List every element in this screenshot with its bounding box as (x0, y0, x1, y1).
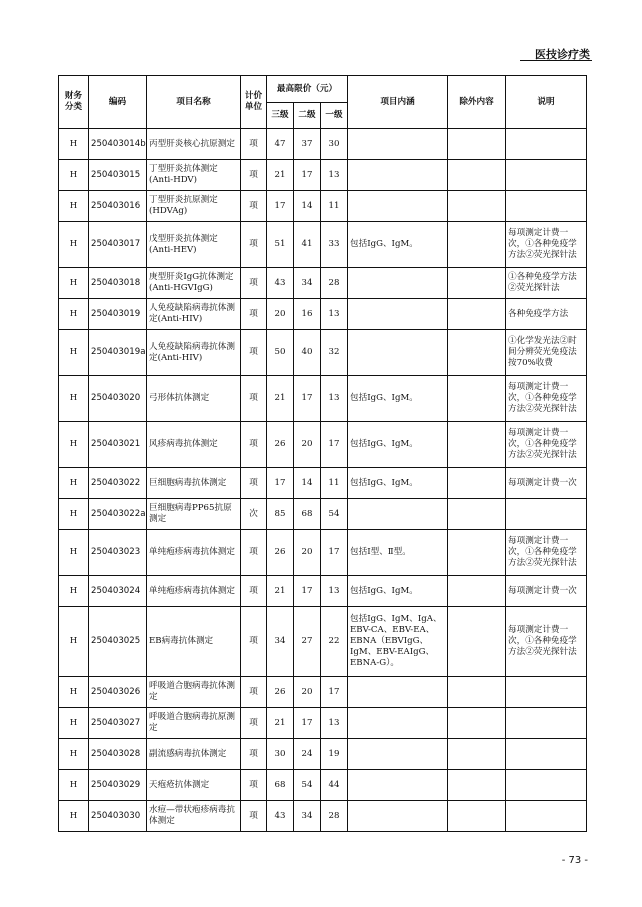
cell-finance: H (59, 739, 89, 770)
cell-price-level3: 20 (267, 299, 294, 330)
cell-content: 包括IgG、IgM、IgA、EBV-CA、EBV-EA、EBNA（EBVIgG、IgM、EBV-EAIgG、EBNA-G）。 (348, 607, 448, 677)
header-note: 说明 (506, 76, 587, 129)
cell-name: 巨细胞病毒抗体测定 (147, 468, 241, 499)
cell-content (348, 801, 448, 832)
cell-price-level3: 21 (267, 376, 294, 422)
cell-price-level3: 85 (267, 499, 294, 530)
cell-unit: 项 (241, 770, 267, 801)
table-row (59, 708, 587, 739)
cell-code: 250403021 (89, 422, 147, 468)
cell-name: 丙型肝炎核心抗原测定 (147, 129, 241, 160)
cell-note (506, 677, 587, 708)
cell-price-level2: 40 (294, 330, 321, 376)
cell-name: 单纯疱疹病毒抗体测定 (147, 576, 241, 607)
cell-price-level2: 37 (294, 129, 321, 160)
cell-code: 250403018 (89, 268, 147, 299)
cell-unit: 项 (241, 708, 267, 739)
cell-finance: H (59, 499, 89, 530)
cell-note (506, 801, 587, 832)
cell-price-level1: 11 (321, 191, 348, 222)
cell-unit: 项 (241, 330, 267, 376)
header-unit: 计价单位 (241, 76, 267, 129)
cell-price-level3: 21 (267, 576, 294, 607)
cell-content (348, 299, 448, 330)
cell-name: EB病毒抗体测定 (147, 607, 241, 677)
cell-note: ①各种免疫学方法②荧光探针法 (506, 268, 587, 299)
cell-content: 包括IgG、IgM。 (348, 222, 448, 268)
cell-price-level1: 17 (321, 422, 348, 468)
cell-price-level2: 20 (294, 677, 321, 708)
cell-price-level1: 13 (321, 299, 348, 330)
cell-code: 250403020 (89, 376, 147, 422)
cell-unit: 项 (241, 468, 267, 499)
cell-finance: H (59, 708, 89, 739)
cell-price-level1: 13 (321, 160, 348, 191)
cell-unit: 项 (241, 376, 267, 422)
cell-except (448, 739, 506, 770)
cell-price-level2: 34 (294, 268, 321, 299)
cell-code: 250403026 (89, 677, 147, 708)
cell-name: 呼吸道合胞病毒抗原测定 (147, 708, 241, 739)
cell-except (448, 160, 506, 191)
cell-price-level3: 34 (267, 607, 294, 677)
cell-code: 250403014b (89, 129, 147, 160)
cell-finance: H (59, 268, 89, 299)
table-row (59, 222, 587, 268)
cell-except (448, 268, 506, 299)
cell-price-level3: 68 (267, 770, 294, 801)
cell-price-level2: 17 (294, 160, 321, 191)
cell-content: 包括IgG、IgM。 (348, 376, 448, 422)
cell-price-level2: 34 (294, 801, 321, 832)
cell-note (506, 739, 587, 770)
cell-price-level3: 47 (267, 129, 294, 160)
cell-price-level3: 50 (267, 330, 294, 376)
cell-unit: 项 (241, 129, 267, 160)
cell-except (448, 330, 506, 376)
table-row (59, 576, 587, 607)
cell-unit: 项 (241, 801, 267, 832)
cell-finance: H (59, 299, 89, 330)
cell-code: 250403029 (89, 770, 147, 801)
cell-name: 天疱疮抗体测定 (147, 770, 241, 801)
cell-content (348, 330, 448, 376)
cell-finance: H (59, 607, 89, 677)
cell-except (448, 708, 506, 739)
cell-note (506, 499, 587, 530)
cell-note: 每项测定计费一次 (506, 576, 587, 607)
cell-finance: H (59, 191, 89, 222)
cell-price-level1: 28 (321, 801, 348, 832)
cell-price-level2: 24 (294, 739, 321, 770)
cell-finance: H (59, 376, 89, 422)
cell-content (348, 268, 448, 299)
cell-price-level1: 32 (321, 330, 348, 376)
cell-note: 每项测定计费一次，①各种免疫学方法②荧光探针法 (506, 530, 587, 576)
cell-except (448, 422, 506, 468)
table-row (59, 677, 587, 708)
cell-unit: 项 (241, 160, 267, 191)
cell-finance: H (59, 468, 89, 499)
cell-price-level1: 13 (321, 576, 348, 607)
cell-unit: 项 (241, 299, 267, 330)
cell-name: 丁型肝炎抗体测定(Anti-HDV) (147, 160, 241, 191)
cell-unit: 项 (241, 222, 267, 268)
cell-note: 每项测定计费一次，①各种免疫学方法②荧光探针法 (506, 422, 587, 468)
header-finance: 财务分类 (59, 76, 89, 129)
header-level1: 一级 (321, 103, 348, 129)
cell-price-level3: 21 (267, 708, 294, 739)
table-row (59, 422, 587, 468)
cell-code: 250403022a (89, 499, 147, 530)
cell-name: 单纯疱疹病毒抗体测定 (147, 530, 241, 576)
cell-finance: H (59, 129, 89, 160)
cell-price-level3: 43 (267, 801, 294, 832)
category-title: 医技诊疗类 (535, 48, 590, 61)
cell-price-level3: 17 (267, 191, 294, 222)
table-row (59, 330, 587, 376)
cell-note (506, 129, 587, 160)
table-row (59, 499, 587, 530)
cell-price-level1: 11 (321, 468, 348, 499)
cell-except (448, 801, 506, 832)
header-level2: 二级 (294, 103, 321, 129)
table-row (59, 299, 587, 330)
cell-except (448, 530, 506, 576)
cell-finance: H (59, 801, 89, 832)
cell-unit: 项 (241, 268, 267, 299)
cell-note (506, 708, 587, 739)
cell-code: 250403028 (89, 739, 147, 770)
table-row (59, 468, 587, 499)
cell-content (348, 708, 448, 739)
cell-finance: H (59, 330, 89, 376)
cell-price-level1: 13 (321, 708, 348, 739)
cell-finance: H (59, 422, 89, 468)
cell-price-level3: 30 (267, 739, 294, 770)
cell-except (448, 129, 506, 160)
header-level3: 三级 (267, 103, 294, 129)
cell-finance: H (59, 677, 89, 708)
cell-unit: 项 (241, 191, 267, 222)
cell-price-level1: 28 (321, 268, 348, 299)
cell-price-level1: 54 (321, 499, 348, 530)
header-except: 除外内容 (448, 76, 506, 129)
cell-except (448, 770, 506, 801)
cell-note: 每项测定计费一次，①各种免疫学方法②荧光探针法 (506, 376, 587, 422)
cell-note: 每项测定计费一次，①各种免疫学方法②荧光探针法 (506, 222, 587, 268)
cell-code: 250403015 (89, 160, 147, 191)
cell-name: 戊型肝炎抗体测定(Anti-HEV) (147, 222, 241, 268)
cell-price-level3: 51 (267, 222, 294, 268)
cell-content: 包括IgG、IgM。 (348, 576, 448, 607)
cell-unit: 项 (241, 677, 267, 708)
cell-note: 每项测定计费一次 (506, 468, 587, 499)
table-row (59, 376, 587, 422)
cell-price-level2: 17 (294, 376, 321, 422)
cell-note: 各种免疫学方法 (506, 299, 587, 330)
cell-content (348, 499, 448, 530)
cell-code: 250403030 (89, 801, 147, 832)
cell-code: 250403022 (89, 468, 147, 499)
cell-except (448, 677, 506, 708)
cell-price-level3: 17 (267, 468, 294, 499)
cell-finance: H (59, 770, 89, 801)
cell-except (448, 499, 506, 530)
cell-content (348, 739, 448, 770)
cell-price-level2: 20 (294, 422, 321, 468)
cell-unit: 项 (241, 739, 267, 770)
cell-name: 呼吸道合胞病毒抗体测定 (147, 677, 241, 708)
cell-except (448, 299, 506, 330)
cell-code: 250403019a (89, 330, 147, 376)
cell-content: 包括IgG、IgM。 (348, 468, 448, 499)
cell-code: 250403023 (89, 530, 147, 576)
header-max-price: 最高限价（元） (267, 76, 348, 103)
cell-price-level2: 17 (294, 708, 321, 739)
cell-price-level1: 30 (321, 129, 348, 160)
cell-price-level2: 17 (294, 576, 321, 607)
cell-price-level2: 14 (294, 191, 321, 222)
cell-price-level1: 17 (321, 530, 348, 576)
cell-name: 水痘—带状疱疹病毒抗体测定 (147, 801, 241, 832)
cell-content (348, 677, 448, 708)
cell-note: 每项测定计费一次，①各种免疫学方法②荧光探针法 (506, 607, 587, 677)
cell-note (506, 770, 587, 801)
price-table (58, 75, 587, 832)
cell-code: 250403017 (89, 222, 147, 268)
cell-unit: 项 (241, 530, 267, 576)
cell-price-level1: 13 (321, 376, 348, 422)
cell-content (348, 160, 448, 191)
cell-note: ①化学发光法②时间分辨荧光免疫法按70%收费 (506, 330, 587, 376)
header-code: 编码 (89, 76, 147, 129)
table-row (59, 530, 587, 576)
header-name: 项目名称 (147, 76, 241, 129)
cell-except (448, 191, 506, 222)
cell-price-level2: 41 (294, 222, 321, 268)
cell-name: 弓形体抗体测定 (147, 376, 241, 422)
cell-unit: 项 (241, 607, 267, 677)
cell-price-level2: 68 (294, 499, 321, 530)
cell-note (506, 191, 587, 222)
cell-name: 风疹病毒抗体测定 (147, 422, 241, 468)
cell-content: 包括Ⅰ型、Ⅱ型。 (348, 530, 448, 576)
cell-name: 人免疫缺陷病毒抗体测定(Anti-HIV) (147, 330, 241, 376)
cell-unit: 项 (241, 422, 267, 468)
table-row (59, 801, 587, 832)
table-row (59, 129, 587, 160)
table-row (59, 739, 587, 770)
page-number: - 73 - (561, 855, 588, 866)
cell-finance: H (59, 576, 89, 607)
cell-except (448, 576, 506, 607)
cell-price-level2: 27 (294, 607, 321, 677)
cell-price-level2: 14 (294, 468, 321, 499)
cell-finance: H (59, 160, 89, 191)
cell-note (506, 160, 587, 191)
cell-name: 副流感病毒抗体测定 (147, 739, 241, 770)
cell-price-level1: 22 (321, 607, 348, 677)
cell-price-level2: 20 (294, 530, 321, 576)
cell-code: 250403016 (89, 191, 147, 222)
cell-except (448, 376, 506, 422)
cell-price-level2: 16 (294, 299, 321, 330)
cell-unit: 项 (241, 576, 267, 607)
cell-except (448, 222, 506, 268)
header-content: 项目内涵 (348, 76, 448, 129)
cell-finance: H (59, 222, 89, 268)
cell-price-level1: 33 (321, 222, 348, 268)
cell-price-level3: 26 (267, 677, 294, 708)
cell-price-level3: 26 (267, 422, 294, 468)
cell-code: 250403019 (89, 299, 147, 330)
cell-price-level3: 21 (267, 160, 294, 191)
cell-name: 丁型肝炎抗原测定(HDVAg) (147, 191, 241, 222)
table-row (59, 160, 587, 191)
cell-price-level3: 43 (267, 268, 294, 299)
cell-price-level1: 17 (321, 677, 348, 708)
cell-except (448, 607, 506, 677)
cell-name: 庚型肝炎IgG抗体测定(Anti-HGVIgG) (147, 268, 241, 299)
cell-price-level2: 54 (294, 770, 321, 801)
cell-finance: H (59, 530, 89, 576)
cell-code: 250403024 (89, 576, 147, 607)
cell-price-level3: 26 (267, 530, 294, 576)
cell-content (348, 191, 448, 222)
cell-price-level1: 19 (321, 739, 348, 770)
cell-content (348, 770, 448, 801)
cell-content: 包括IgG、IgM。 (348, 422, 448, 468)
table-row (59, 770, 587, 801)
table-row (59, 607, 587, 677)
cell-code: 250403027 (89, 708, 147, 739)
cell-price-level1: 44 (321, 770, 348, 801)
cell-content (348, 129, 448, 160)
cell-name: 巨细胞病毒PP65抗原测定 (147, 499, 241, 530)
category-underline (520, 60, 592, 61)
cell-unit: 次 (241, 499, 267, 530)
cell-except (448, 468, 506, 499)
table-row (59, 268, 587, 299)
cell-code: 250403025 (89, 607, 147, 677)
table-row (59, 191, 587, 222)
cell-name: 人免疫缺陷病毒抗体测定(Anti-HIV) (147, 299, 241, 330)
